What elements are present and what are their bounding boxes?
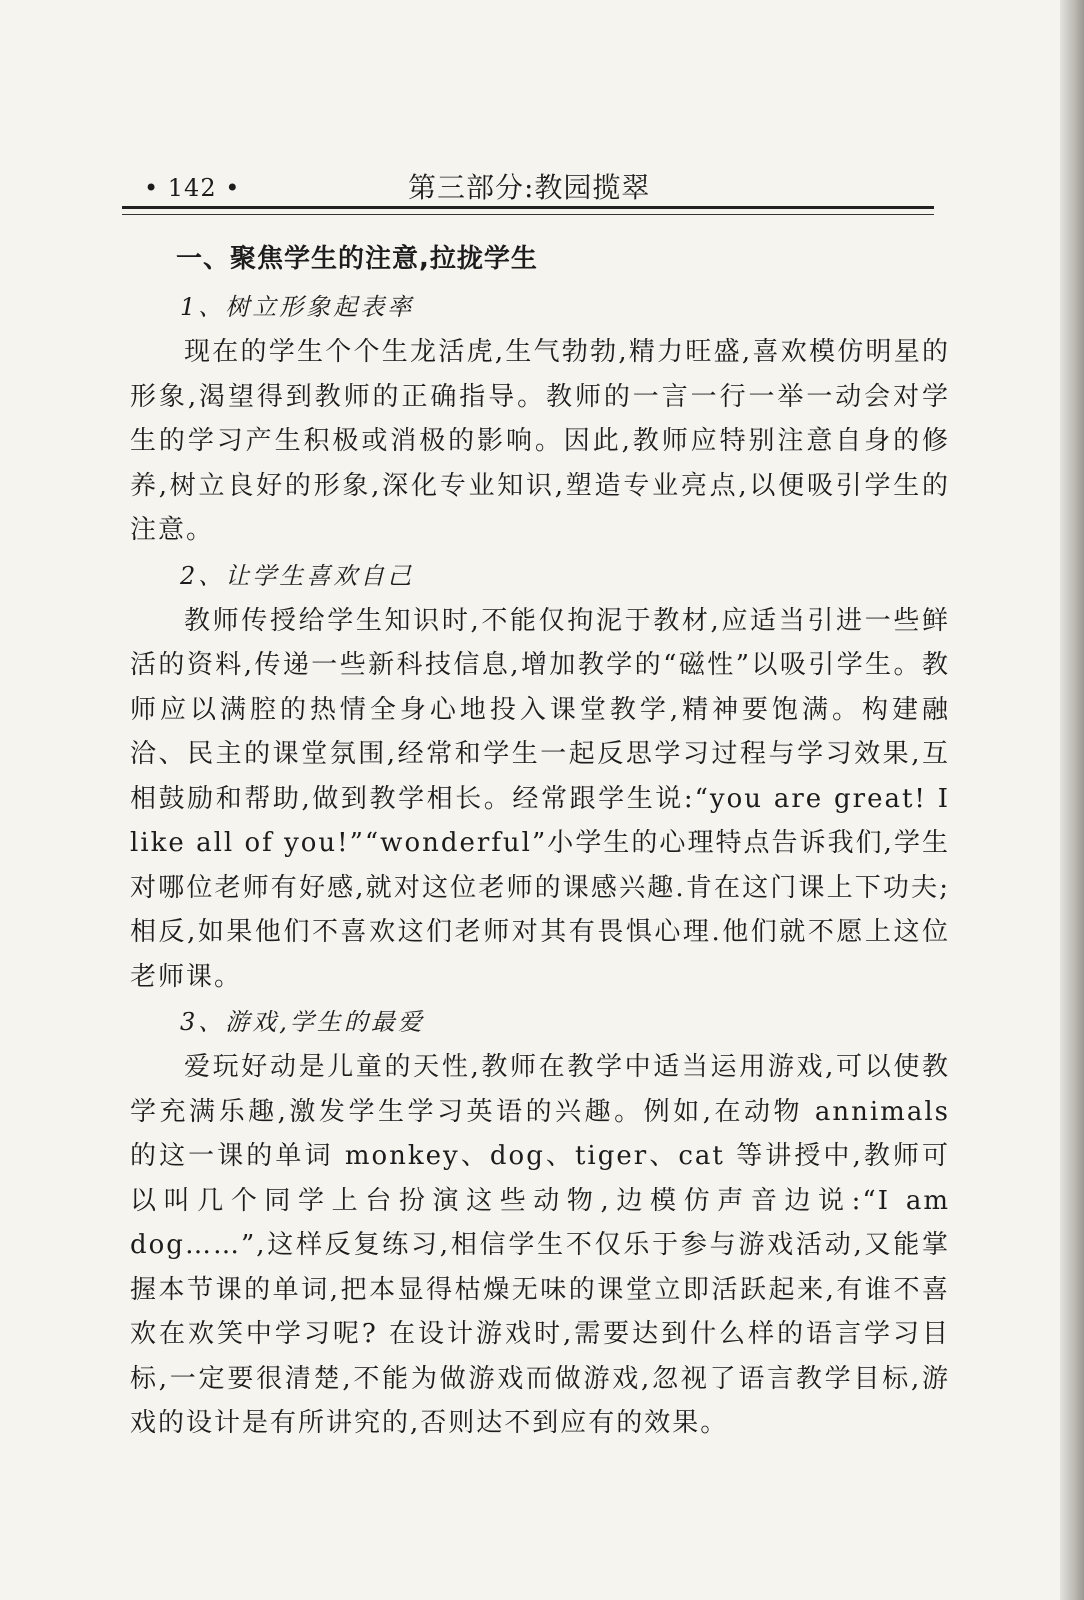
page-content <box>130 234 950 1446</box>
subsection-paragraph-1: 现在的学生个个生龙活虎,生气勃勃,精力旺盛,喜欢模仿明星的形象,渴望得到教师的正确指导。教师的一言一行一举一动会对学生的学习产生积极或消极的影响。因此,教师应特别注意自身的修养,树立良好的形象,深化专业知识,塑造专业亮点,以便吸引学生的注意。 <box>130 337 950 545</box>
header-rule-thick <box>122 206 934 209</box>
subsection-paragraph-3: 爱玩好动是儿童的天性,教师在教学中适当运用游戏,可以使教学充满乐趣,激发学生学习英语的兴趣。例如,在动物 annimals 的这一课的单词 monkey、dog、tiger、cat 等讲授中,教师可以叫几个同学上台扮演这些动物,边模仿声音边说:“I am dog……”,这样反复练习,相信学生不仅乐于参与游戏活动,又能掌握本节课的单词,把本显得枯燥无味的课堂立即活跃起来,有谁不喜欢在欢笑中学习呢? 在设计游戏时,需要达到什么样的语言学习目标,一定要很清楚,不能为做游戏而做游戏,忽视了语言教学目标,游戏的设计是有所讲究的,否则达不到应有的效果。 <box>130 1052 950 1438</box>
subsection-paragraph-2: 教师传授给学生知识时,不能仅拘泥于教材,应适当引进一些鲜活的资料,传递一些新科技信息,增加教学的“磁性”以吸引学生。教师应以满腔的热情全身心地投入课堂教学,精神要饱满。构建融洽、民主的课堂氛围,经常和学生一起反思学习过程与学习效果,互相鼓励和帮助,做到教学相长。经常跟学生说:“you are great! I like all of you!”“wonderful”小学生的心理特点告诉我们,学生对哪位老师有好感,就对这位老师的课感兴趣.肯在这门课上下功夫;相反,如果他们不喜欢这们老师对其有畏惧心理.他们就不愿上这位老师课。 <box>130 605 950 992</box>
page-number: • 142 • <box>144 174 241 202</box>
subsection-title-3: 3、游戏,学生的最爱 <box>180 1008 425 1036</box>
subsection-title-1: 1、树立形象起表率 <box>180 293 415 321</box>
page-edge-shadow <box>1060 0 1084 1600</box>
page-header <box>130 160 930 208</box>
subsection-title-2: 2、让学生喜欢自己 <box>180 561 415 590</box>
header-rule-thin <box>122 214 934 215</box>
running-head: 第三部分:教园揽翠 <box>408 171 651 204</box>
section-heading: 一、聚焦学生的注意,拉拢学生 <box>176 244 538 274</box>
